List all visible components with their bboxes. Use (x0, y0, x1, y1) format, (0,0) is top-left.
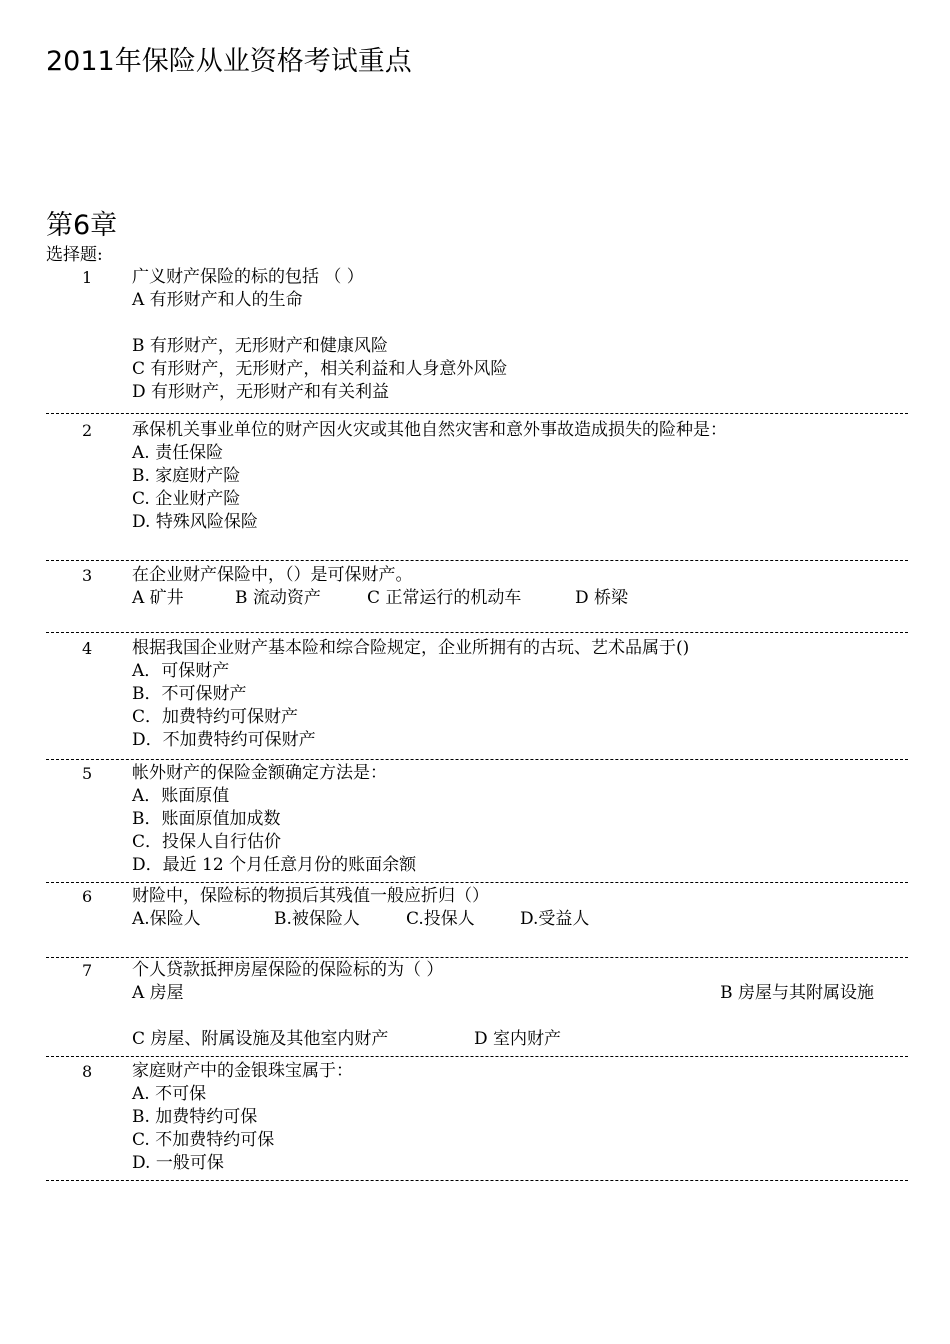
option-d: D．不加费特约可保财产 (132, 730, 316, 750)
question-number: 6 (82, 887, 93, 906)
option-c: C 正常运行的机动车 (367, 588, 522, 608)
question-number: 7 (82, 961, 93, 980)
question-text: 广义财产保险的标的包括 （ ） (132, 267, 364, 287)
option-d: D. 特殊风险保险 (132, 512, 258, 532)
question-text: 财险中，保险标的物损后其残值一般应折归（） (132, 886, 489, 906)
question-text: 帐外财产的保险金额确定方法是： (132, 763, 387, 783)
dashed-separator (46, 1180, 908, 1181)
dashed-separator (46, 759, 908, 760)
option-b: B 流动资产 (235, 588, 321, 608)
section-label: 选择题: (46, 245, 103, 265)
question-number: 8 (82, 1062, 93, 1081)
option-c: C. 不加费特约可保 (132, 1130, 275, 1150)
option-d: D 有形财产，无形财产和有关利益 (132, 382, 390, 402)
dashed-separator (46, 632, 908, 633)
option-a: A．可保财产 (132, 661, 230, 681)
option-a: A. 不可保 (132, 1084, 207, 1104)
option-d: D 桥梁 (575, 588, 629, 608)
option-d: D.受益人 (520, 909, 590, 929)
option-b: B 有形财产，无形财产和健康风险 (132, 336, 388, 356)
dashed-separator (46, 957, 908, 958)
options-row (132, 587, 908, 610)
option-c: C.投保人 (406, 909, 475, 929)
option-a: A 房屋 (132, 983, 184, 1003)
option-a: A．账面原值 (132, 786, 230, 806)
dashed-separator (46, 882, 908, 883)
option-b: B. 家庭财产险 (132, 466, 241, 486)
option-d: D．最近 12 个月任意月份的账面余额 (132, 855, 417, 875)
option-b: B. 加费特约可保 (132, 1107, 258, 1127)
options-row (132, 1028, 908, 1051)
option-c: C．投保人自行估价 (132, 832, 282, 852)
option-d: D 室内财产 (474, 1029, 562, 1049)
chapter-heading: 第6章 (46, 210, 118, 241)
option-b: B.被保险人 (274, 909, 360, 929)
option-c: C 有形财产，无形财产，相关利益和人身意外风险 (132, 359, 508, 379)
question-number: 2 (82, 421, 93, 440)
option-a: A. 责任保险 (132, 443, 224, 463)
question-text: 个人贷款抵押房屋保险的保险标的为（ ） (132, 960, 444, 980)
question-number: 1 (82, 268, 93, 287)
option-a: A.保险人 (132, 909, 201, 929)
options-row (132, 908, 908, 931)
question-text: 家庭财产中的金银珠宝属于： (132, 1061, 353, 1081)
question-text: 承保机关事业单位的财产因火灾或其他自然灾害和意外事故造成损失的险种是： (132, 420, 727, 440)
option-a: A 有形财产和人的生命 (132, 290, 303, 310)
option-c: C 房屋、附属设施及其他室内财产 (132, 1029, 389, 1049)
question-number: 4 (82, 639, 93, 658)
option-c: C．加费特约可保财产 (132, 707, 299, 727)
option-b: B．不可保财产 (132, 684, 247, 704)
options-row (132, 982, 908, 1005)
question-text: 根据我国企业财产基本险和综合险规定，企业所拥有的古玩、艺术品属于() (132, 638, 690, 658)
dashed-separator (46, 413, 908, 414)
dashed-separator (46, 1056, 908, 1057)
dashed-separator (46, 560, 908, 561)
option-b: B．账面原值加成数 (132, 809, 281, 829)
question-number: 5 (82, 764, 93, 783)
option-b: B 房屋与其附属设施 (720, 983, 874, 1003)
option-c: C. 企业财产险 (132, 489, 241, 509)
option-a: A 矿井 (132, 588, 184, 608)
question-number: 3 (82, 566, 93, 585)
question-text: 在企业财产保险中，（）是可保财产。 (132, 565, 413, 585)
option-d: D. 一般可保 (132, 1153, 224, 1173)
document-title: 2011年保险从业资格考试重点 (46, 46, 412, 77)
